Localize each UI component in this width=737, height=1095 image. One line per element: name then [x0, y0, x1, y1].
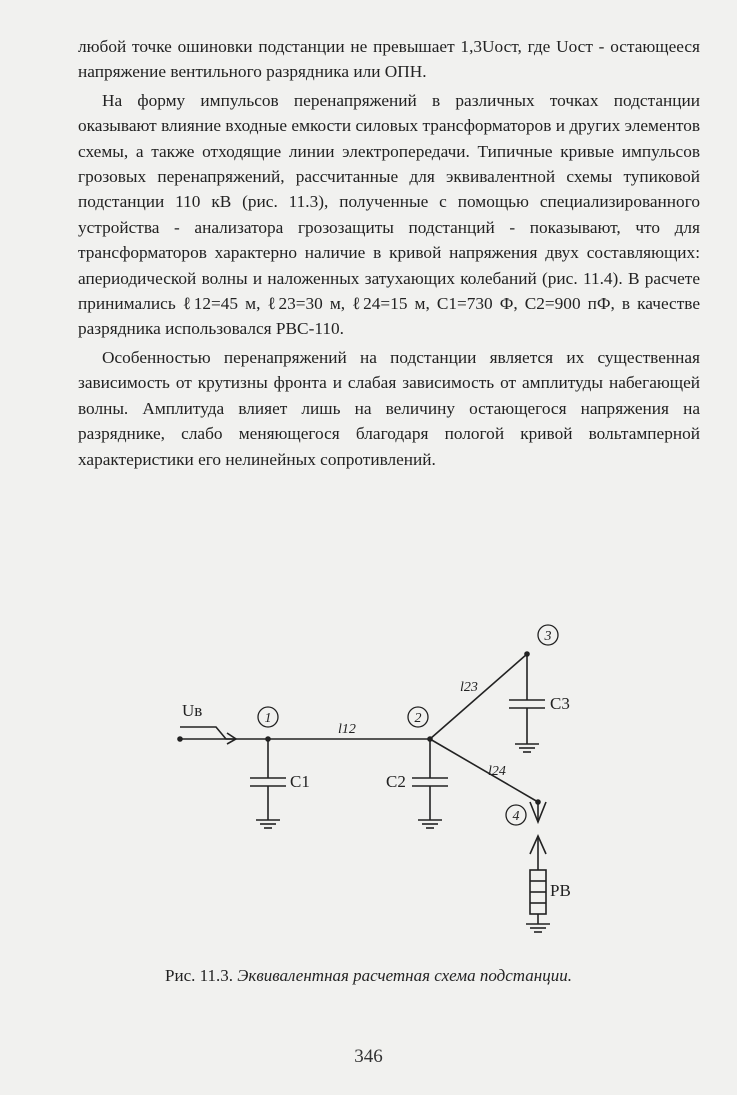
- arrester-label: РВ: [550, 881, 571, 900]
- c3-label: C3: [550, 694, 570, 713]
- node1-label: 1: [264, 711, 272, 726]
- page-number: 346: [354, 1046, 383, 1067]
- figure-caption: [0, 966, 737, 986]
- line-l23: [430, 654, 527, 739]
- paragraph-1: любой точке ошиновки подстанции не превышает 1,3Uост, где Uост - остающееся напряжение вентильного разрядника или ОПН.: [78, 37, 700, 82]
- l12-label: l12: [338, 722, 356, 737]
- body-text: [78, 34, 700, 472]
- c1-label: C1: [290, 772, 310, 791]
- node4-label: 4: [512, 809, 520, 824]
- circuit-diagram: [0, 620, 737, 950]
- input-voltage-label: Uв: [182, 701, 203, 720]
- paragraph-3: Особенностью перенапряжений на подстанции является их существенная зависимость от крутизны фронта и слабая зависимость от амплитуды набегающей волны. Амплитуда влияет лишь на величину остающегося напряжения на разряднике, слабо меняющегося благодаря пологой кривой вольтамперной характеристики его нелинейных сопротивлений.: [78, 347, 700, 469]
- node3-label: 3: [544, 629, 552, 644]
- node1-dot: [265, 736, 271, 742]
- caption-text: Эквивалентная расчетная схема подстанции.: [237, 966, 572, 985]
- c2-label: C2: [386, 772, 406, 791]
- node2-label: 2: [414, 711, 422, 726]
- input-terminal-dot: [177, 736, 183, 742]
- l23-label: l23: [460, 680, 478, 695]
- paragraph-2: На форму импульсов перенапряжений в различных точках подстанции оказывают влияние входные емкости силовых трансформаторов и других элементов схемы, а также отходящие линии электропередачи. Типичные кривые импульсов грозовых перенапряжений, рассчитанные для эквивалентной схемы тупиковой подстанции 110 кВ (рис. 11.3), полученные с помощью специализированного устройства - анализатора грозозащиты подстанций - показывают, что для трансформаторов характерно наличие в кривой напряжения двух составляющих: апериодической волны и наложенных затухающих колебаний (рис. 11.4). В расчете принимались ℓ12=45 м, ℓ23=30 м, ℓ24=15 м, C1=730 Ф, C2=900 пФ, в качестве разрядника использовался РВС-110.: [78, 90, 700, 339]
- caption-number: Рис. 11.3.: [165, 966, 233, 985]
- l24-label: l24: [488, 764, 506, 779]
- node3-dot: [524, 651, 530, 657]
- node2-dot: [427, 736, 433, 742]
- node4-dot: [535, 799, 541, 805]
